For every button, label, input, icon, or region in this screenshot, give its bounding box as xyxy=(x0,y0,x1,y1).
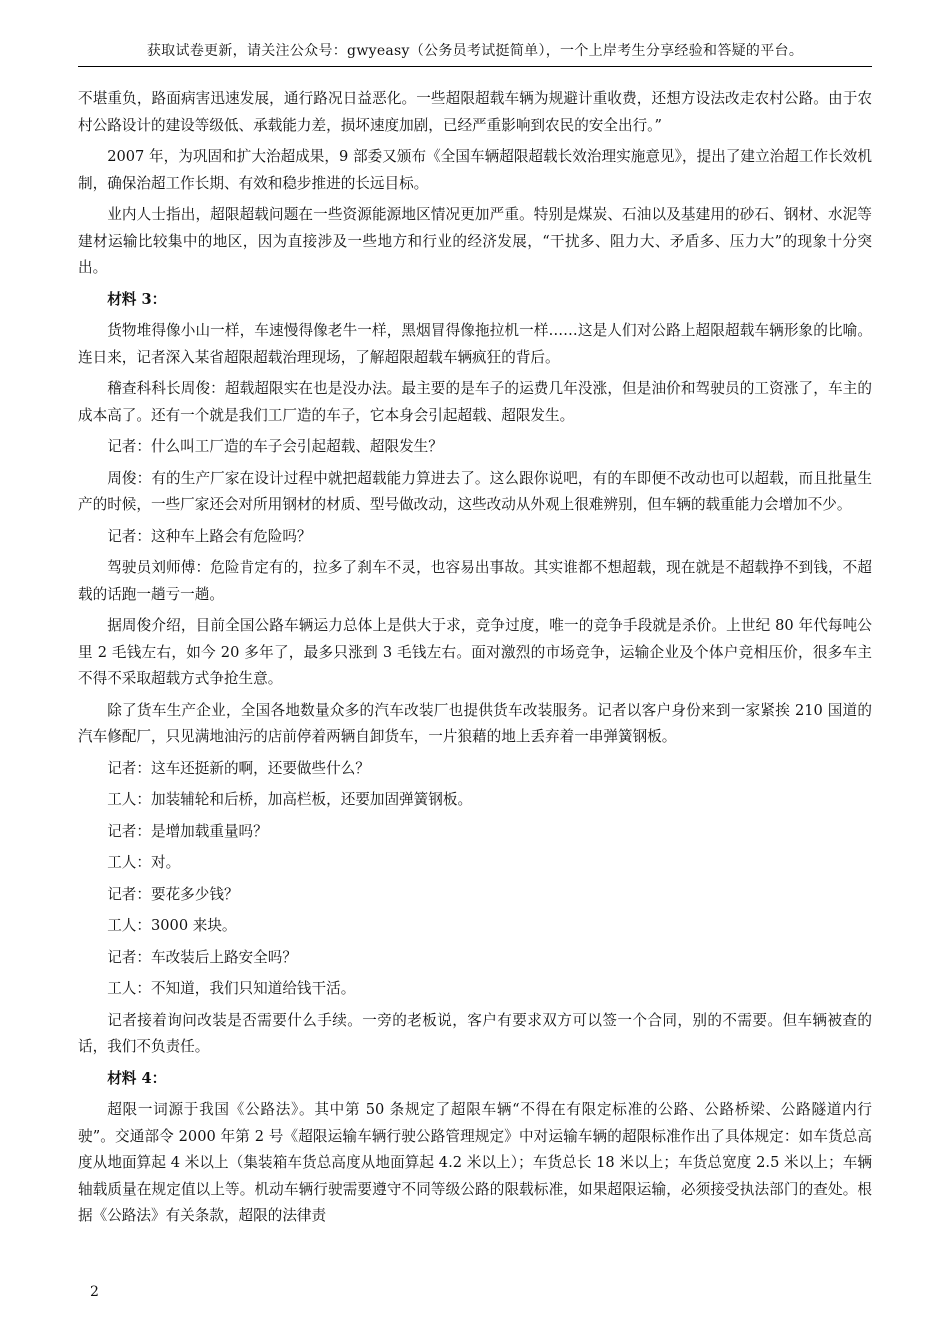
section-heading: 材料 4： xyxy=(107,1069,167,1087)
paragraph: 记者：车改装后上路安全吗？ xyxy=(107,948,297,966)
paragraph: 2007 年，为巩固和扩大治超成果，9 部委又颁布《全国车辆超限超载长效治理实施意见》，提出了建立治超工作长效机制，确保治超工作长期、有效和稳步推进的长远目标。 xyxy=(78,148,872,192)
paragraph: 工人：3000 来块。 xyxy=(107,917,237,934)
page-number: 2 xyxy=(90,1284,99,1300)
paragraph: 不堪重负，路面病害迅速发展，通行路况日益恶化。一些超限超载车辆为规避计重收费，还想方设法改走农村公路。由于农村公路设计的建设等级低、承载能力差，损坏速度加剧，已经严重影响到农民的安全出行。” xyxy=(78,90,872,134)
paragraph: 记者：什么叫工厂造的车子会引起超载、超限发生？ xyxy=(107,438,443,455)
paragraph: 货物堆得像小山一样，车速慢得像老牛一样，黑烟冒得像拖拉机一样……这是人们对公路上超限超载车辆形象的比喻。连日来，记者深入某省超限超载治理现场，了解超限超载车辆疯狂的背后。 xyxy=(78,322,872,366)
paragraph: 记者：这种车上路会有危险吗？ xyxy=(107,527,312,545)
paragraph: 业内人士指出，超限超载问题在一些资源能源地区情况更加严重。特别是煤炭、石油以及基建用的砂石、钢材、水泥等建材运输比较集中的地区，因为直接涉及一些地方和行业的经济发展，“干扰多、阻力大、矛盾多、压力大”的现象十分突出。 xyxy=(78,206,872,276)
paragraph: 记者：是增加载重量吗？ xyxy=(107,822,268,840)
header-divider xyxy=(78,66,872,67)
paragraph: 记者接着询问改装是否需要什么手续。一旁的老板说，客户有要求双方可以签一个合同，别的不需要。但车辆被查的话，我们不负责任。 xyxy=(78,1011,872,1055)
paragraph: 周俊：有的生产厂家在设计过程中就把超载能力算进去了。这么跟你说吧，有的车即便不改动也可以超载，而且批量生产的时候，一些厂家还会对所用钢材的材质、型号做改动，这些改动从外观上很难辨别，但车辆的载重能力会增加不少。 xyxy=(78,469,872,513)
document-body xyxy=(78,86,872,1235)
paragraph: 记者：这车还挺新的啊，还要做些什么？ xyxy=(107,759,370,777)
paragraph: 稽查科科长周俊：超载超限实在也是没办法。最主要的是车子的运费几年没涨，但是油价和驾驶员的工资涨了，车主的成本高了。还有一个就是我们工厂造的车子，它本身会引起超载、超限发生。 xyxy=(78,380,872,424)
section-heading: 材料 3： xyxy=(107,290,167,308)
paragraph: 记者：要花多少钱？ xyxy=(107,885,239,903)
page-header: 获取试卷更新，请关注公众号：gwyeasy（公务员考试挺简单），一个上岸考生分享经验和答疑的平台。 xyxy=(146,43,804,59)
paragraph: 驾驶员刘师傅：危险肯定有的，拉多了刹车不灵，也容易出事故。其实谁都不想超载，现在就是不超载挣不到钱，不超载的话跑一趟亏一趟。 xyxy=(78,559,872,603)
paragraph: 工人：加装辅轮和后桥，加高栏板，还要加固弹簧钢板。 xyxy=(107,791,473,808)
paragraph: 据周俊介绍，目前全国公路车辆运力总体上是供大于求，竞争过度，唯一的竞争手段就是杀价。上世纪 80 年代每吨公里 2 毛钱左右，如今 20 多年了，最多只涨到 3 毛钱左右。面对激烈的市场竞争，运输企业及个体户竞相压价，很多车主不得不采取超载方式争抢生意。 xyxy=(78,617,872,687)
paragraph: 超限一词源于我国《公路法》。其中第 50 条规定了超限车辆“不得在有限定标准的公路、公路桥梁、公路隧道内行驶”。交通部令 2000 年第 2 号《超限运输车辆行驶公路管理规定》中对运输车辆的超限标准作出了具体规定：如车货总高度从地面算起 4 米以上（集装箱车货总高度从地面算起 4.2 米以上）；车货总长 18 米以上；车货总宽度 2.5 米以上；车辆轴载质量在规定值以上等。机动车辆行驶需要遵守不同等级公路的限载标准，如果超限运输，必须接受执法部门的查处。根据《公路法》有关条款，超限的法律责 xyxy=(78,1101,872,1224)
paragraph: 除了货车生产企业，全国各地数量众多的汽车改装厂也提供货车改装服务。记者以客户身份来到一家紧挨 210 国道的汽车修配厂，只见满地油污的店前停着两辆自卸货车，一片狼藉的地上丢弃着一串弹簧钢板。 xyxy=(78,701,872,745)
paragraph: 工人：不知道，我们只知道给钱干活。 xyxy=(107,980,356,997)
paragraph: 工人：对。 xyxy=(107,854,181,871)
